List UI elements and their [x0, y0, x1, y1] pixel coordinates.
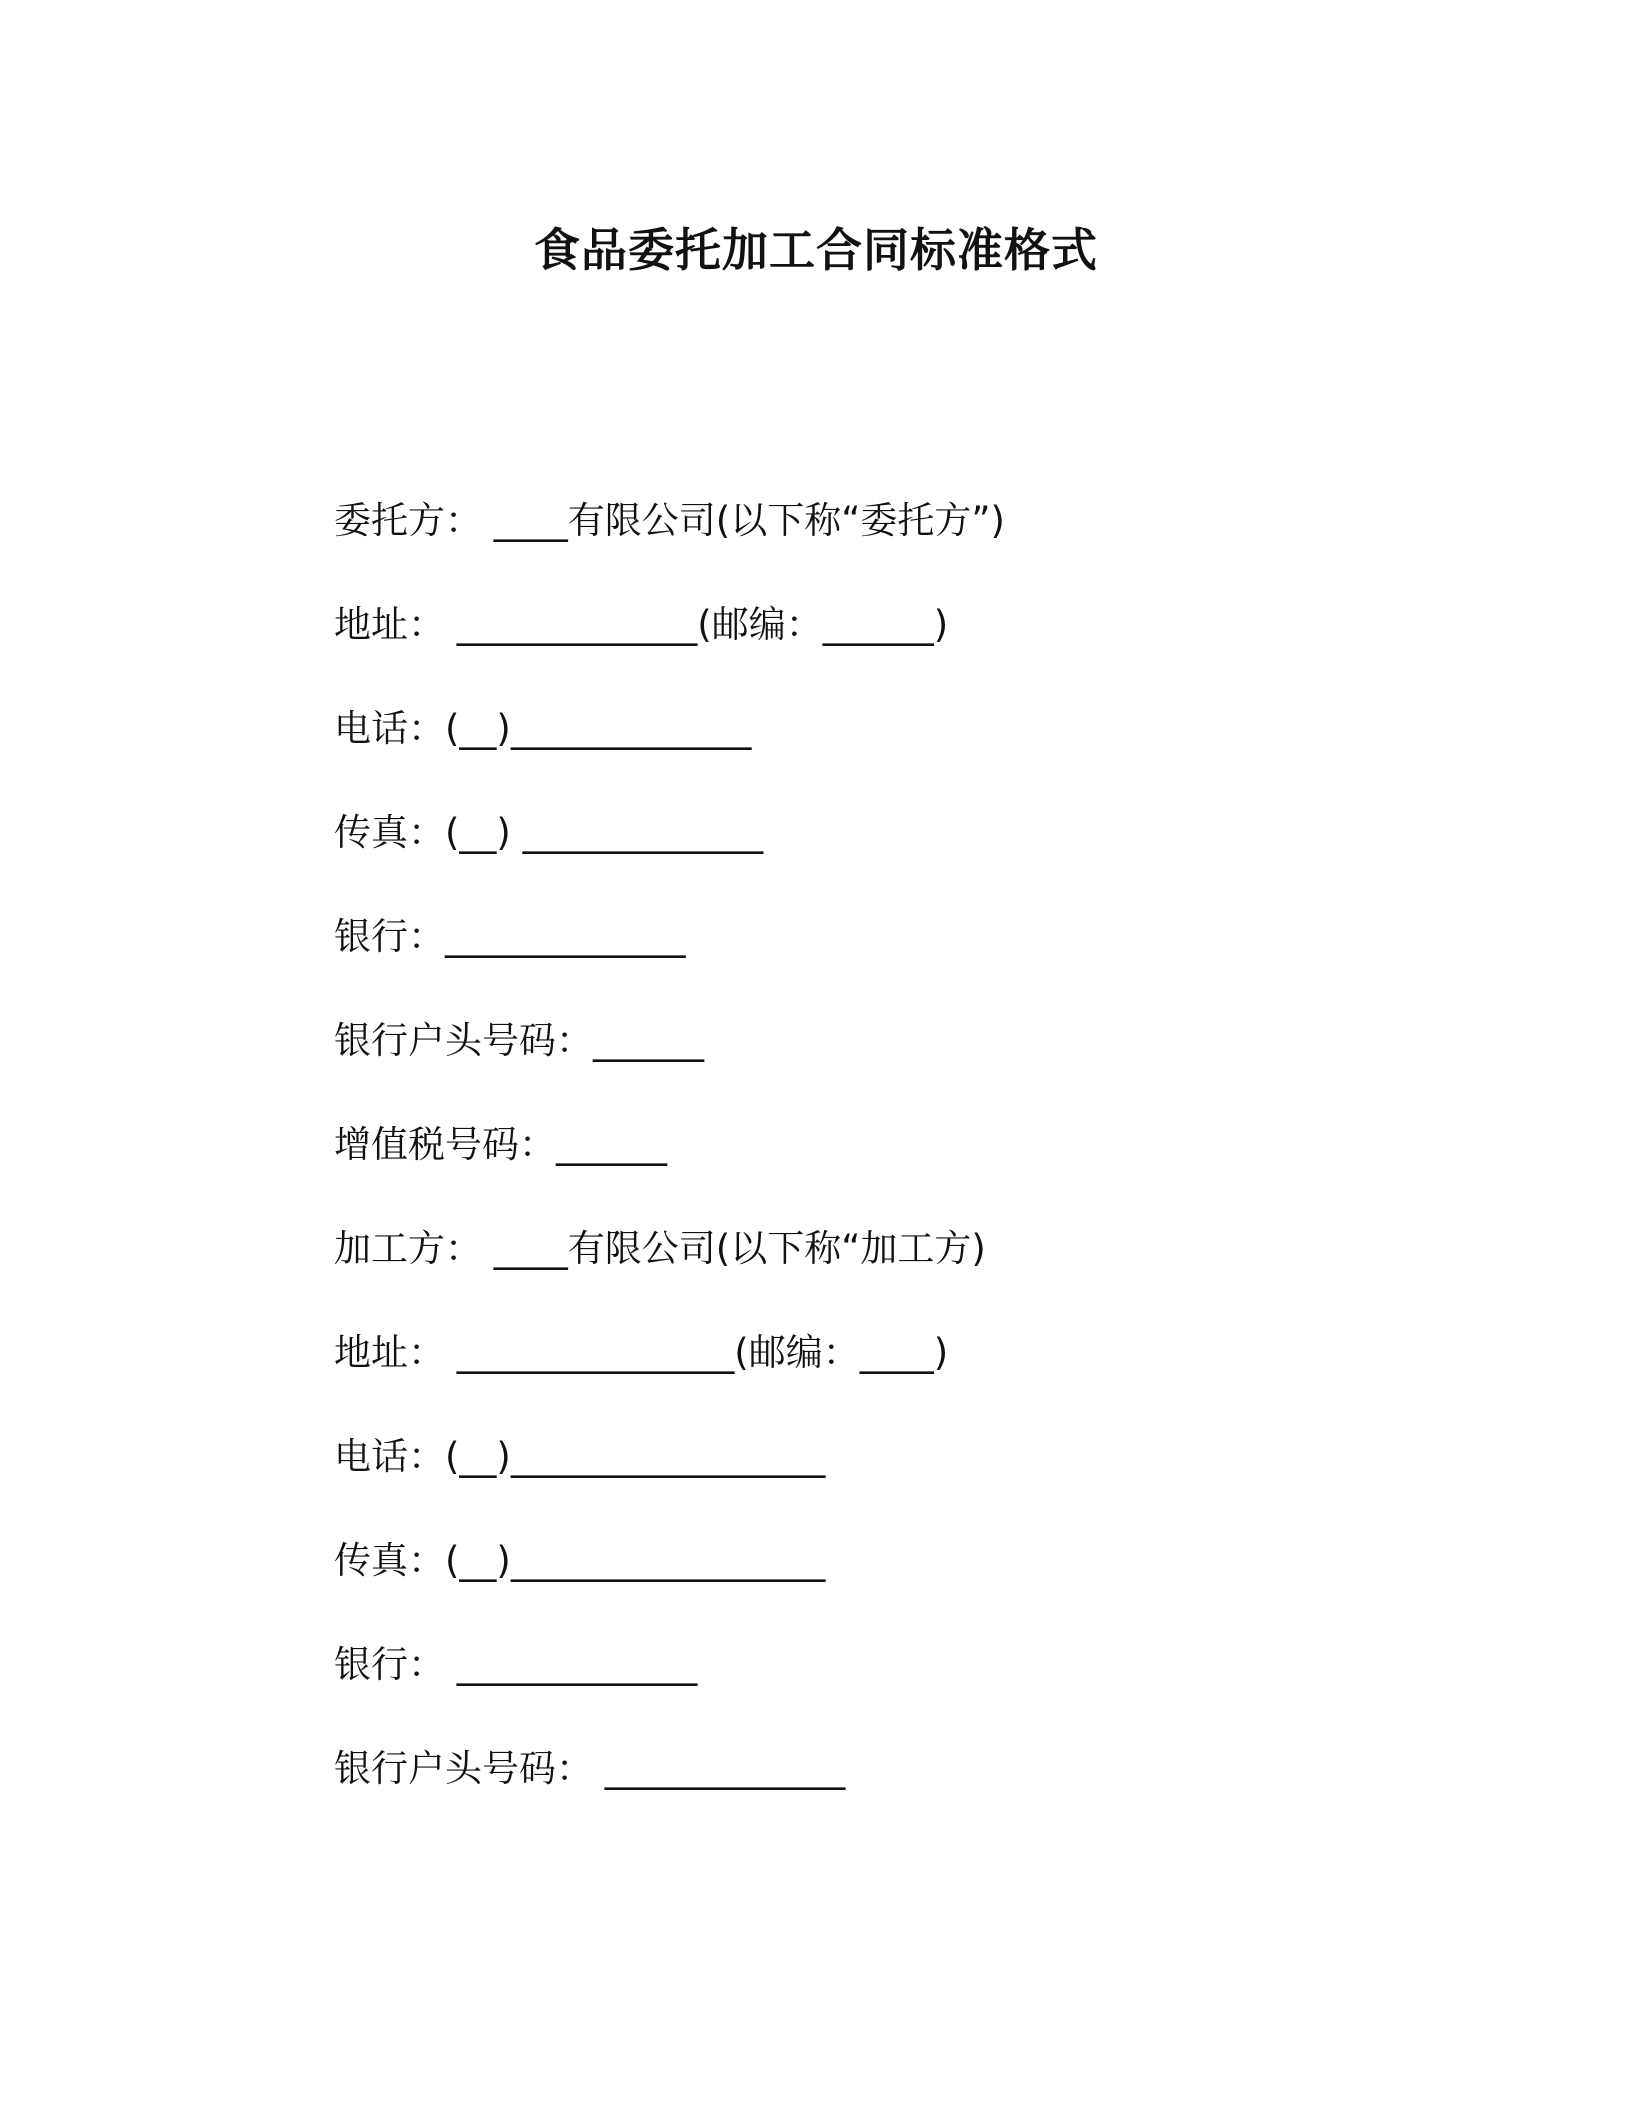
- processor-bank-account-line: 银行户头号码： _____________: [334, 1747, 846, 1790]
- processor-name-line: 加工方： ____有限公司(以下称“加工方): [334, 1227, 986, 1270]
- document-title: 食品委托加工合同标准格式: [534, 223, 1098, 277]
- client-address-line: 地址： _____________(邮编：______): [334, 603, 949, 646]
- client-fax-line: 传真：(__) _____________: [334, 811, 764, 854]
- processor-fax-line: 传真：(__)_________________: [334, 1539, 826, 1582]
- party-info-section: [334, 492, 1534, 1844]
- client-vat-number-line: 增值税号码：______: [334, 1123, 667, 1166]
- client-bank-account-line: 银行户头号码：______: [334, 1019, 704, 1062]
- processor-bank-line: 银行： _____________: [334, 1643, 698, 1686]
- processor-phone-line: 电话：(__)_________________: [334, 1435, 826, 1478]
- client-name-line: 委托方： ____有限公司(以下称“委托方”): [334, 499, 1005, 542]
- processor-address-line: 地址： _______________(邮编：____): [334, 1331, 949, 1374]
- client-phone-line: 电话：(__)_____________: [334, 707, 752, 750]
- client-bank-line: 银行：_____________: [334, 915, 686, 958]
